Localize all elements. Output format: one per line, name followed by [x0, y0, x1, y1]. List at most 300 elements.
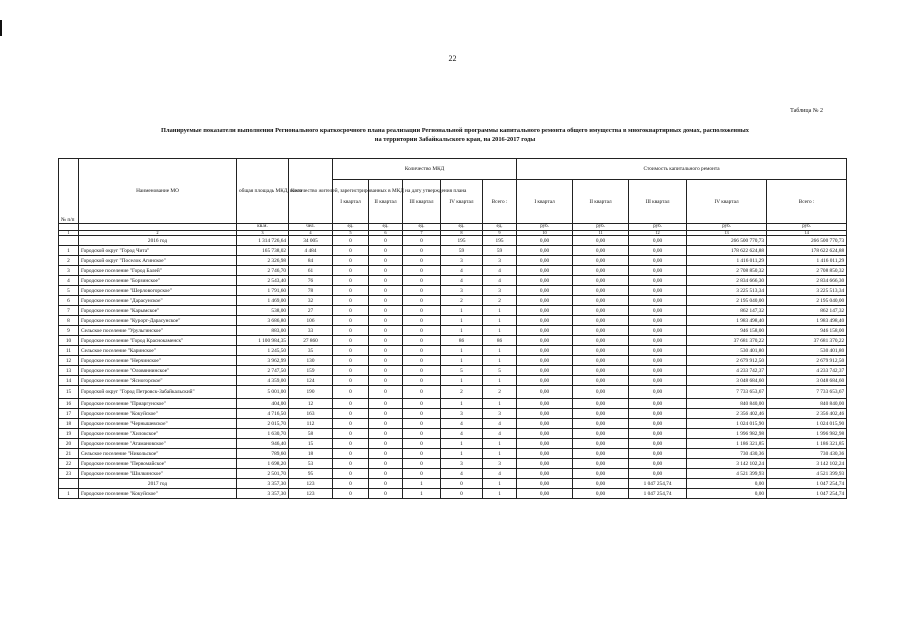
mkd-count: 4 — [483, 266, 517, 276]
row-number: 9 — [59, 326, 79, 336]
header-mkd-q4: IV квартал — [441, 180, 483, 224]
mkd-count: 2 — [483, 296, 517, 306]
cost-value: 0,00 — [573, 266, 629, 276]
mkd-count: 0 — [403, 469, 441, 479]
residents-value: 123 — [289, 489, 333, 499]
table-row — [59, 326, 847, 336]
mkd-count: 0 — [369, 286, 403, 296]
mkd-count: 4 — [441, 419, 483, 429]
mkd-count: 0 — [333, 366, 369, 376]
mo-name: Городское поселение "Первомайское" — [79, 459, 237, 469]
mkd-count: 0 — [333, 439, 369, 449]
cost-value: 1 186 321,85 — [687, 439, 767, 449]
mkd-count: 0 — [403, 419, 441, 429]
mkd-count: 0 — [403, 409, 441, 419]
unit-cell: руб. — [767, 224, 847, 231]
mkd-count: 0 — [403, 366, 441, 376]
mkd-count: 0 — [333, 479, 369, 489]
mo-name: Городское поселение "Нерчинское" — [79, 356, 237, 366]
area-value: 2 326,98 — [237, 256, 289, 266]
cost-value: 862 147,32 — [687, 306, 767, 316]
mo-name: Сельское поселение "Никольское" — [79, 449, 237, 459]
cost-value: 0,00 — [573, 316, 629, 326]
row-number: 4 — [59, 276, 79, 286]
mkd-count: 1 — [441, 439, 483, 449]
mo-name: Городское поселение "Ясногорское" — [79, 376, 237, 386]
cost-value: 2 679 912,50 — [767, 356, 847, 366]
mkd-count: 0 — [333, 386, 369, 399]
row-number: 3 — [59, 266, 79, 276]
mkd-count: 4 — [441, 276, 483, 286]
mkd-count: 0 — [369, 419, 403, 429]
cost-value: 0,00 — [573, 326, 629, 336]
table-row — [59, 266, 847, 276]
mkd-count: 2 — [441, 386, 483, 399]
mo-name: Городское поселение "Атамановское" — [79, 439, 237, 449]
cost-value: 0,00 — [573, 366, 629, 376]
mkd-count: 1 — [441, 449, 483, 459]
mo-name: Городское поселение "Шерловогорское" — [79, 286, 237, 296]
row-number: 23 — [59, 469, 79, 479]
mkd-count: 0 — [403, 346, 441, 356]
cost-value: 0,00 — [687, 489, 767, 499]
area-value: 1 314 726,64 — [237, 236, 289, 246]
header-cost-group: Стоимость капитального ремонта — [517, 159, 847, 180]
cost-value: 0,00 — [573, 469, 629, 479]
mo-name: Городское поселение "Кокуйское" — [79, 489, 237, 499]
cost-value: 0,00 — [517, 346, 573, 356]
mkd-count: 0 — [369, 306, 403, 316]
cost-value: 0,00 — [573, 246, 629, 256]
cost-value: 4 521 399,93 — [687, 469, 767, 479]
year-total-row — [59, 236, 847, 246]
table-row — [59, 346, 847, 356]
unit-cell: руб. — [687, 224, 767, 231]
mkd-count: 0 — [333, 489, 369, 499]
mkd-count: 0 — [333, 286, 369, 296]
mkd-count: 0 — [403, 286, 441, 296]
table-row — [59, 336, 847, 346]
row-number: 8 — [59, 316, 79, 326]
column-index-cell: 9 — [483, 231, 517, 236]
mkd-count: 1 — [441, 376, 483, 386]
unit-cell: кв.м. — [237, 224, 289, 231]
mkd-count: 1 — [403, 489, 441, 499]
mkd-count: 0 — [333, 449, 369, 459]
area-value: 789,60 — [237, 449, 289, 459]
cost-value: 0,00 — [517, 246, 573, 256]
row-number: 1 — [59, 489, 79, 499]
area-value: 1 100 984,35 — [237, 336, 289, 346]
cost-value: 0,00 — [573, 376, 629, 386]
mkd-count: 0 — [403, 326, 441, 336]
mkd-count: 0 — [403, 336, 441, 346]
header-area: общая площадь МКД, всего — [237, 159, 289, 224]
column-index-cell: 5 — [333, 231, 369, 236]
cost-value: 0,00 — [573, 256, 629, 266]
cost-value: 0,00 — [517, 286, 573, 296]
table-label: Таблица № 2 — [790, 108, 823, 114]
mkd-count: 4 — [441, 266, 483, 276]
mkd-count: 0 — [369, 429, 403, 439]
cost-value: 0,00 — [573, 459, 629, 469]
area-value: 883,00 — [237, 326, 289, 336]
mo-name: Городское поселение "Карымское" — [79, 306, 237, 316]
cost-value: 0,00 — [517, 419, 573, 429]
mkd-count: 0 — [403, 449, 441, 459]
cost-value: 1 047 254,74 — [629, 489, 687, 499]
cost-value: 840 840,00 — [687, 399, 767, 409]
mkd-count: 2 — [441, 296, 483, 306]
cost-value: 0,00 — [517, 409, 573, 419]
mkd-count: 86 — [483, 336, 517, 346]
mkd-count: 0 — [333, 266, 369, 276]
header-cost-q4: IV квартал — [687, 180, 767, 224]
column-index-cell: 8 — [441, 231, 483, 236]
cost-value: 1 983 498,40 — [767, 316, 847, 326]
residents-value: 4 484 — [289, 246, 333, 256]
mkd-count: 1 — [483, 479, 517, 489]
mkd-count: 0 — [403, 296, 441, 306]
mkd-count: 0 — [403, 356, 441, 366]
cost-value: 0,00 — [573, 336, 629, 346]
cost-value: 0,00 — [573, 479, 629, 489]
header-mkd-q1: I квартал — [333, 180, 369, 224]
mkd-count: 0 — [403, 429, 441, 439]
header-num: № п/п — [59, 159, 79, 224]
cost-value: 1 996 982,98 — [767, 429, 847, 439]
mkd-count: 0 — [403, 266, 441, 276]
cost-value: 0,00 — [517, 459, 573, 469]
cost-value: 2 834 666,30 — [687, 276, 767, 286]
cost-value: 3 048 684,60 — [687, 376, 767, 386]
cost-value: 0,00 — [517, 376, 573, 386]
cost-value: 4 233 742,37 — [687, 366, 767, 376]
area-value: 3 357,30 — [237, 489, 289, 499]
unit-cell: ед. — [333, 224, 369, 231]
header-cost-total: Всего : — [767, 180, 847, 224]
edge-mark — [0, 20, 2, 36]
mo-name: Городское поселение "Шилкинское" — [79, 469, 237, 479]
column-index-cell: 14 — [767, 231, 847, 236]
title-line-1: Планируемые показатели выполнения Регионального краткосрочного плана реализации Региональной программы капитального ремонта общего имущества в многоквартирных домах, расположенных — [161, 127, 749, 134]
cost-value: 0,00 — [573, 346, 629, 356]
mkd-count: 0 — [333, 356, 369, 366]
cost-value: 0,00 — [629, 346, 687, 356]
cost-value: 0,00 — [573, 286, 629, 296]
mkd-count: 2 — [483, 386, 517, 399]
mkd-count: 0 — [403, 316, 441, 326]
cost-value: 730 430,36 — [687, 449, 767, 459]
cost-value: 2 708 850,32 — [767, 266, 847, 276]
mkd-count: 86 — [441, 336, 483, 346]
residents-value: 190 — [289, 386, 333, 399]
cost-value: 0,00 — [629, 276, 687, 286]
table-row — [59, 286, 847, 296]
area-value: 538,00 — [237, 306, 289, 316]
cost-value: 0,00 — [629, 419, 687, 429]
mkd-count: 4 — [483, 276, 517, 286]
mo-name: Городской округ "Город Чита" — [79, 246, 237, 256]
cost-value: 266 500 770,73 — [767, 236, 847, 246]
mo-name: Городское поселение "Приаргунское" — [79, 399, 237, 409]
cost-value: 0,00 — [629, 286, 687, 296]
mkd-count: 3 — [483, 459, 517, 469]
cost-value: 0,00 — [573, 399, 629, 409]
cost-value: 530 401,80 — [687, 346, 767, 356]
mkd-count: 4 — [441, 469, 483, 479]
cost-value: 1 416 011,29 — [687, 256, 767, 266]
mkd-count: 3 — [441, 409, 483, 419]
mo-name: Городское поселение "Хилокское" — [79, 429, 237, 439]
mo-name: Городское поселение "Кокуйское" — [79, 409, 237, 419]
residents-value: 84 — [289, 256, 333, 266]
mkd-count: 0 — [369, 336, 403, 346]
table-row — [59, 256, 847, 266]
cost-value: 2 834 666,30 — [767, 276, 847, 286]
residents-value: 53 — [289, 459, 333, 469]
unit-cell: ед. — [483, 224, 517, 231]
cost-value: 0,00 — [629, 236, 687, 246]
header-cost-q1: I квартал — [517, 180, 573, 224]
unit-cell: руб. — [517, 224, 573, 231]
cost-value: 0,00 — [629, 316, 687, 326]
mkd-count: 0 — [333, 336, 369, 346]
column-index-cell: 3 — [237, 231, 289, 236]
table-row — [59, 366, 847, 376]
cost-value: 0,00 — [517, 266, 573, 276]
mkd-count: 0 — [333, 276, 369, 286]
cost-value: 2 195 040,00 — [767, 296, 847, 306]
row-number: 12 — [59, 356, 79, 366]
cost-value: 0,00 — [517, 256, 573, 266]
cost-value: 946 158,00 — [687, 326, 767, 336]
mkd-count: 0 — [333, 459, 369, 469]
cost-value: 0,00 — [517, 306, 573, 316]
table-row — [59, 246, 847, 256]
mkd-count: 0 — [333, 246, 369, 256]
cost-value: 4 521 399,93 — [767, 469, 847, 479]
cost-value: 0,00 — [517, 429, 573, 439]
residents-value: 32 — [289, 296, 333, 306]
mkd-count: 195 — [483, 236, 517, 246]
mkd-count: 0 — [403, 276, 441, 286]
mkd-count: 4 — [483, 469, 517, 479]
residents-value: 163 — [289, 409, 333, 419]
cost-value: 2 708 850,32 — [687, 266, 767, 276]
cost-value: 0,00 — [573, 236, 629, 246]
row-number: 15 — [59, 386, 79, 399]
document-title — [60, 126, 850, 144]
table-row — [59, 449, 847, 459]
cost-value: 3 142 102,24 — [687, 459, 767, 469]
mkd-count: 3 — [483, 286, 517, 296]
unit-cell: ед. — [369, 224, 403, 231]
mo-name: Городское поселение "Борзинское" — [79, 276, 237, 286]
header-cost-q2: II квартал — [573, 180, 629, 224]
mkd-count: 0 — [369, 236, 403, 246]
mkd-count: 1 — [483, 346, 517, 356]
area-value: 1 791,60 — [237, 286, 289, 296]
residents-value: 27 — [289, 306, 333, 316]
mkd-count: 1 — [483, 449, 517, 459]
area-value: 1 245,50 — [237, 346, 289, 356]
mkd-count: 195 — [441, 236, 483, 246]
mkd-count: 0 — [333, 346, 369, 356]
residents-value: 78 — [289, 286, 333, 296]
cost-value: 0,00 — [629, 246, 687, 256]
row-number: 20 — [59, 439, 79, 449]
cost-value: 0,00 — [629, 306, 687, 316]
mkd-count: 0 — [333, 326, 369, 336]
mkd-count: 0 — [369, 256, 403, 266]
residents-value: 15 — [289, 439, 333, 449]
mkd-count: 0 — [369, 276, 403, 286]
area-value: 5 001,00 — [237, 386, 289, 399]
cost-value: 0,00 — [573, 356, 629, 366]
cost-value: 0,00 — [517, 399, 573, 409]
mo-name: 2017 год — [79, 479, 237, 489]
cost-value: 0,00 — [573, 449, 629, 459]
cost-value: 862 147,32 — [767, 306, 847, 316]
cost-value: 178 622 624,88 — [687, 246, 767, 256]
area-value: 3 962,99 — [237, 356, 289, 366]
residents-value: 34 005 — [289, 236, 333, 246]
cost-value: 0,00 — [517, 296, 573, 306]
mkd-count: 0 — [441, 489, 483, 499]
mkd-count: 0 — [333, 306, 369, 316]
cost-value: 0,00 — [573, 386, 629, 399]
mkd-count: 3 — [441, 459, 483, 469]
cost-value: 730 430,36 — [767, 449, 847, 459]
cost-value: 0,00 — [573, 419, 629, 429]
table-row — [59, 316, 847, 326]
cost-value: 0,00 — [629, 429, 687, 439]
column-index-cell: 1 — [59, 231, 79, 236]
area-value: 1 698,20 — [237, 459, 289, 469]
mkd-count: 0 — [403, 459, 441, 469]
mkd-count: 0 — [369, 386, 403, 399]
area-value: 2 543,40 — [237, 276, 289, 286]
cost-value: 7 733 653,67 — [767, 386, 847, 399]
header-mkd-q3: III квартал — [403, 180, 441, 224]
cost-value: 0,00 — [629, 336, 687, 346]
table-row — [59, 429, 847, 439]
area-value: 2 015,70 — [237, 419, 289, 429]
mo-name: Городской округ "Город Петровск-Забайкальский" — [79, 386, 237, 399]
mkd-count: 0 — [333, 419, 369, 429]
column-index-cell: 11 — [573, 231, 629, 236]
cost-value: 2 356 402,46 — [687, 409, 767, 419]
row-number: 11 — [59, 346, 79, 356]
row-number: 18 — [59, 419, 79, 429]
row-number: 13 — [59, 366, 79, 376]
area-value: 2 746,70 — [237, 266, 289, 276]
cost-value: 0,00 — [629, 296, 687, 306]
mkd-count: 1 — [483, 399, 517, 409]
mo-name: Городское поселение "Город Краснокаменск" — [79, 336, 237, 346]
mo-name: Городское поселение "Чернышевское" — [79, 419, 237, 429]
cost-value: 0,00 — [517, 326, 573, 336]
cost-value: 0,00 — [517, 276, 573, 286]
table-row — [59, 439, 847, 449]
cost-value: 37 681 370,22 — [767, 336, 847, 346]
cost-value: 0,00 — [517, 316, 573, 326]
mkd-count: 0 — [369, 366, 403, 376]
cost-value: 530 401,80 — [767, 346, 847, 356]
residents-value: 130 — [289, 356, 333, 366]
mkd-count: 0 — [369, 489, 403, 499]
row-number: 6 — [59, 296, 79, 306]
area-value: 946,40 — [237, 439, 289, 449]
mkd-count: 1 — [483, 439, 517, 449]
mkd-count: 0 — [369, 346, 403, 356]
unit-cell: руб. — [629, 224, 687, 231]
cost-value: 0,00 — [573, 409, 629, 419]
header-mkd-total: Всего : — [483, 180, 517, 224]
mkd-count: 1 — [483, 306, 517, 316]
cost-value: 1 983 498,40 — [687, 316, 767, 326]
cost-value: 1 996 982,98 — [687, 429, 767, 439]
mkd-count: 1 — [483, 316, 517, 326]
mkd-count: 1 — [441, 306, 483, 316]
cost-value: 3 142 102,24 — [767, 459, 847, 469]
residents-value: 124 — [289, 376, 333, 386]
column-index-cell: 13 — [687, 231, 767, 236]
cost-value: 3 225 513,34 — [767, 286, 847, 296]
mkd-count: 0 — [369, 469, 403, 479]
header-residents: Количество жителей, зарегистрированных в МКД на дату утверждения плана — [289, 159, 333, 224]
header-cost-q3: III квартал — [629, 180, 687, 224]
mkd-count: 1 — [441, 316, 483, 326]
area-value: 2 747,50 — [237, 366, 289, 376]
mkd-count: 0 — [333, 469, 369, 479]
cost-value: 0,00 — [629, 449, 687, 459]
mkd-count: 1 — [441, 399, 483, 409]
mkd-count: 0 — [441, 479, 483, 489]
table-row — [59, 276, 847, 286]
mo-name: Городское поселение "Город Балей" — [79, 266, 237, 276]
page-number: 22 — [448, 54, 457, 63]
mkd-count: 0 — [403, 246, 441, 256]
header-mkd-q2: II квартал — [369, 180, 403, 224]
cost-value: 4 233 742,37 — [767, 366, 847, 376]
plan-table — [58, 158, 847, 499]
cost-value: 0,00 — [629, 326, 687, 336]
mo-name: Сельское поселение "Каринское" — [79, 346, 237, 356]
area-value: 1 469,00 — [237, 296, 289, 306]
residents-value: 76 — [289, 276, 333, 286]
mkd-count: 0 — [369, 399, 403, 409]
mo-name: Городской округ "Поселок Агинское" — [79, 256, 237, 266]
unit-cell: ед. — [403, 224, 441, 231]
mkd-count: 0 — [403, 376, 441, 386]
column-index-cell: 4 — [289, 231, 333, 236]
mkd-count: 0 — [403, 439, 441, 449]
header-name: Наименование МО — [79, 159, 237, 224]
area-value: 4 716,50 — [237, 409, 289, 419]
residents-value: 33 — [289, 326, 333, 336]
unit-cell: чел. — [289, 224, 333, 231]
cost-value: 0,00 — [517, 356, 573, 366]
residents-value: 106 — [289, 316, 333, 326]
mo-name: Городское поселение "Дарасунское" — [79, 296, 237, 306]
table-row — [59, 459, 847, 469]
cost-value: 0,00 — [629, 459, 687, 469]
row-number: 14 — [59, 376, 79, 386]
unit-cell: ед. — [441, 224, 483, 231]
mkd-count: 4 — [483, 429, 517, 439]
